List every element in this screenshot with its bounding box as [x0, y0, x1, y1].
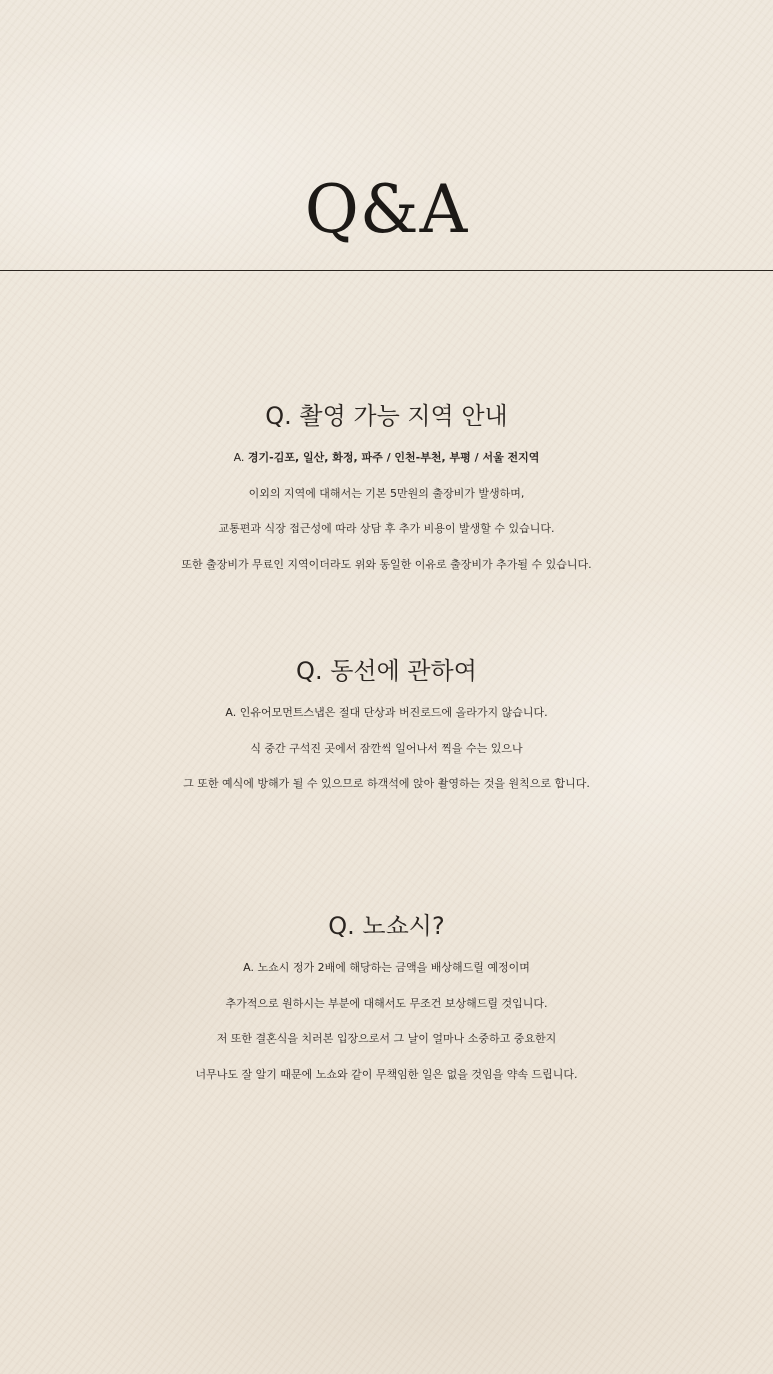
answer-line: 추가적으로 원하시는 부분에 대해서도 무조건 보상해드릴 것입니다.	[225, 996, 548, 1010]
answer-line: 이외의 지역에 대해서는 기본 5만원의 출장비가 발생하며,	[248, 486, 525, 500]
question-heading: Q. 동선에 관하여	[296, 657, 477, 685]
answer-line: A. 노쇼시 정가 2배에 해당하는 금액을 배상해드릴 예정이며	[243, 961, 530, 974]
page-title: Q&A	[304, 171, 469, 248]
answer-line: 저 또한 결혼식을 치러본 입장으로서 그 날이 얼마나 소중하고 중요한지	[216, 1032, 557, 1045]
qa-section-movement	[0, 655, 773, 802]
answer-line	[0, 440, 773, 476]
answer-line: 교통편과 식장 접근성에 따라 상담 후 추가 비용이 발생할 수 있습니다.	[218, 522, 555, 535]
question-heading: Q. 촬영 가능 지역 안내	[265, 402, 508, 430]
qa-section-no-show	[0, 910, 773, 1092]
answer-emphasis: 경기-김포, 일산, 화정, 파주 / 인천-부천, 부평 / 서울 전지역	[247, 451, 540, 464]
answer-line: 너무나도 잘 알기 때문에 노쇼와 같이 무책임한 일은 없을 것임을 약속 드립니다.	[195, 1067, 578, 1081]
answer-line: 또한 출장비가 무료인 지역이더라도 위와 동일한 이유로 출장비가 추가될 수 있습니다.	[181, 557, 592, 571]
answer-line: A. 인유어모먼트스냅은 절대 단상과 버진로드에 올라가지 않습니다.	[225, 706, 548, 719]
answer-line: 그 또한 예식에 방해가 될 수 있으므로 하객석에 앉아 촬영하는 것을 원칙으로 합니다.	[183, 777, 590, 790]
answer-prefix: A.	[233, 451, 248, 464]
question-heading: Q. 노쇼시?	[328, 912, 445, 940]
qa-section-shooting-area	[0, 400, 773, 582]
title-divider	[0, 270, 773, 271]
answer-line: 식 중간 구석진 곳에서 잠깐씩 일어나서 찍을 수는 있으나	[250, 741, 523, 755]
